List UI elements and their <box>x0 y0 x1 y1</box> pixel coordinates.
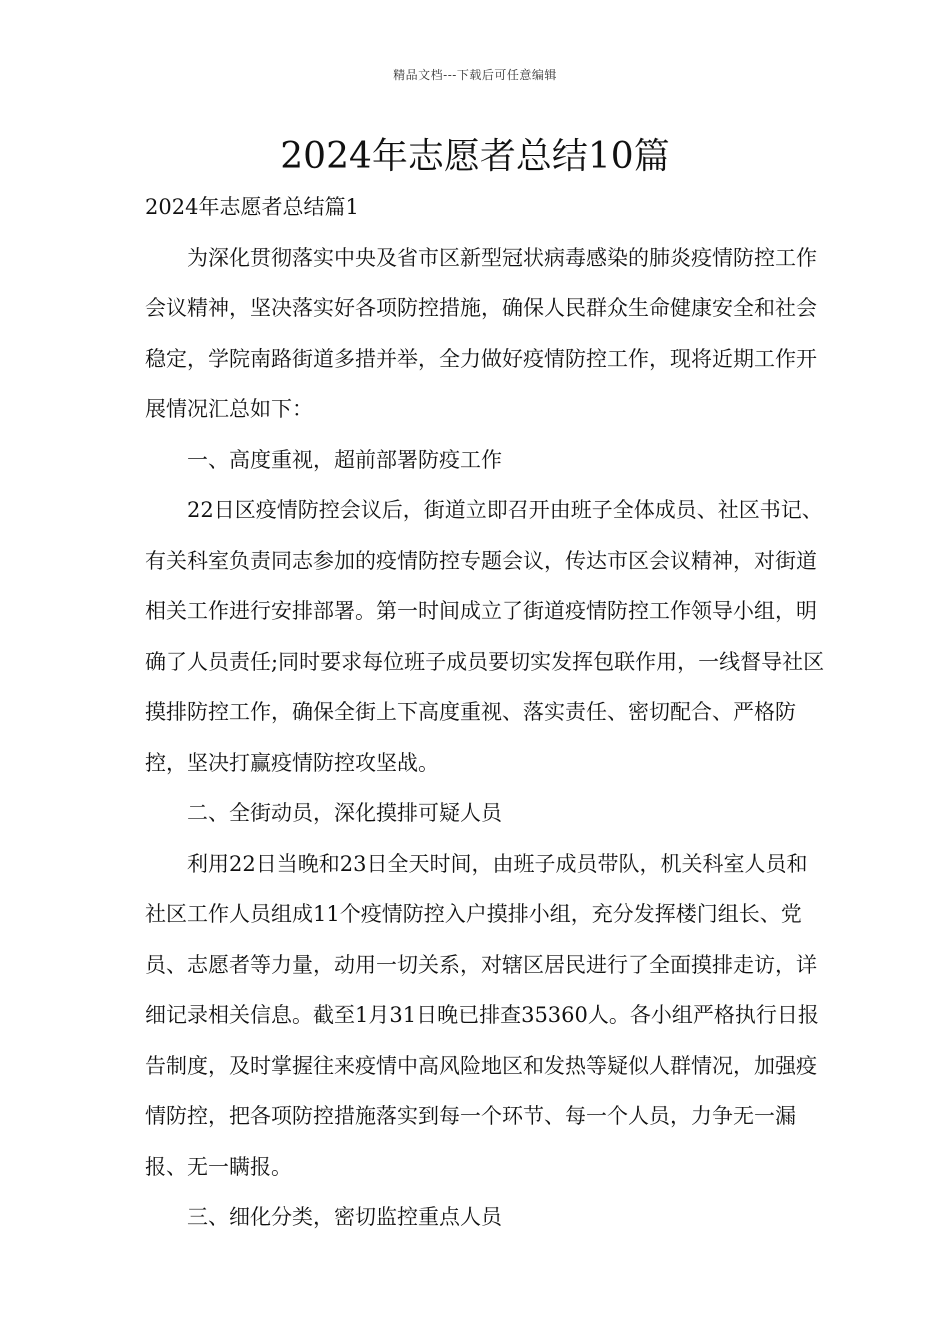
paragraph-intro: 为深化贯彻落实中央及省市区新型冠状病毒感染的肺炎疫情防控工作会议精神，坚决落实好各项防控措施，确保人民群众生命健康安全和社会稳定，学院南路街道多措并举，全力做好疫情防控工作，现将近期工作开展情况汇总如下： <box>145 245 817 421</box>
section-heading-1: 一、高度重视，超前部署防疫工作 <box>187 447 502 472</box>
section-subtitle: 2024年志愿者总结篇1 <box>145 195 359 219</box>
section-heading-3: 三、细化分类，密切监控重点人员 <box>187 1205 502 1229</box>
paragraph-1: 22日区疫情防控会议后，街道立即召开由班子全体成员、社区书记、有关科室负责同志参加的疫情防控专题会议，传达市区会议精神，对街道相关工作进行安排部署。第一时间成立了街道疫情防控工作领导小组，明确了人员责任;同时要求每位班子成员要切实发挥包联作用，一线督导社区摸排防控工作，确保全街上下高度重视、落实责任、密切配合、严格防控，坚决打赢疫情防控攻坚战。 <box>145 498 825 775</box>
section-heading-2: 二、全街动员，深化摸排可疑人员 <box>187 801 502 825</box>
document-title: 2024年志愿者总结10篇 <box>280 136 670 177</box>
header-note: 精品文档---下载后可任意编辑 <box>393 68 557 82</box>
document-body <box>145 182 825 1243</box>
paragraph-2: 利用22日当晚和23日全天时间，由班子成员带队，机关科室人员和社区工作人员组成11个疫情防控入户摸排小组，充分发挥楼门组长、党员、志愿者等力量，动用一切关系，对辖区居民进行了全面摸排走访，详细记录相关信息。截至1月31日晚已排查35360人。各小组严格执行日报告制度，及时掌握往来疫情中高风险地区和发热等疑似人群情况，加强疫情防控，把各项防控措施落实到每一个环节、每一个人员，力争无一漏报、无一瞒报。 <box>145 851 819 1179</box>
